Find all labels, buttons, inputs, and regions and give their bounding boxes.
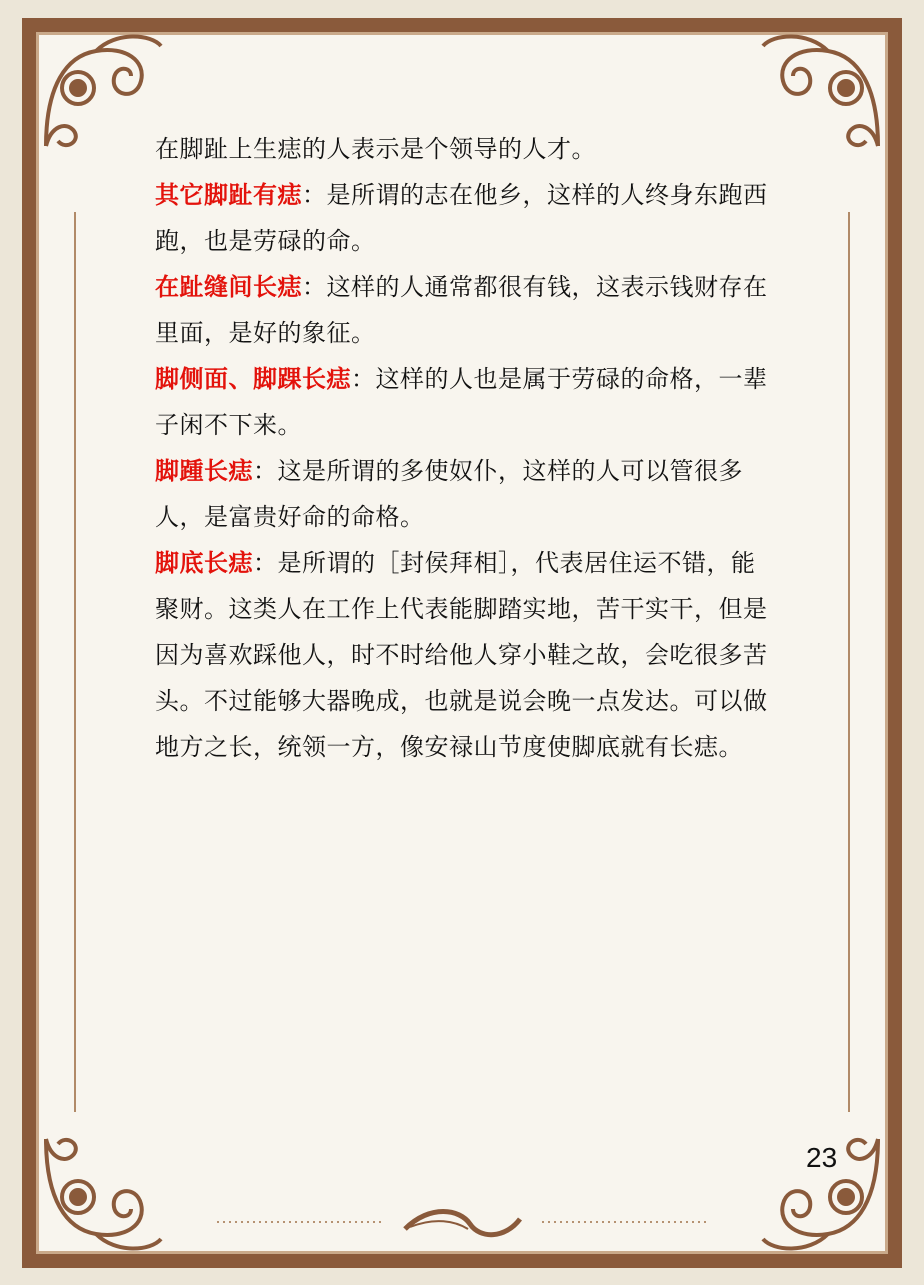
paragraph-heading: 脚底长痣 xyxy=(155,549,253,577)
flourish-icon xyxy=(400,1199,526,1245)
paragraph-text: ：这是所谓的多使奴仆，这样的人可以管很多人，是富贵好命的命格。 xyxy=(155,457,743,531)
corner-ornament-icon xyxy=(758,1119,898,1259)
paragraph xyxy=(155,540,775,770)
paragraph xyxy=(155,126,775,172)
paragraph-text: ：是所谓的志在他乡，这样的人终身东跑西跑，也是劳碌的命。 xyxy=(155,181,768,255)
dotted-divider-left xyxy=(215,1221,385,1223)
paragraph xyxy=(155,448,775,540)
paragraph-heading: 脚踵长痣 xyxy=(155,457,253,485)
paragraph-heading: 在趾缝间长痣 xyxy=(155,273,302,301)
corner-ornament-icon xyxy=(26,26,166,166)
paragraph xyxy=(155,356,775,448)
paragraph-heading: 其它脚趾有痣 xyxy=(155,181,302,209)
paragraph xyxy=(155,172,775,264)
paragraph xyxy=(155,264,775,356)
paragraph-text: ：是所谓的［封侯拜相］，代表居住运不错，能聚财。这类人在工作上代表能脚踏实地，苦干实干，但是因为喜欢踩他人，时不时给他人穿小鞋之故，会吃很多苦头。不过能够大器晚成，也就是说会晚一点发达。可以做地方之长，统领一方，像安禄山节度使脚底就有长痣。 xyxy=(155,549,768,761)
paragraph-text: ：这样的人通常都很有钱，这表示钱财存在里面，是好的象征。 xyxy=(155,273,768,347)
frame-inner-line-left xyxy=(74,212,76,1112)
paragraph-text: 在脚趾上生痣的人表示是个领导的人才。 xyxy=(155,135,596,163)
paragraph-heading: 脚侧面、脚踝长痣 xyxy=(155,365,351,393)
corner-ornament-icon xyxy=(758,26,898,166)
dotted-divider-right xyxy=(540,1221,710,1223)
page-number: 23 xyxy=(806,1142,838,1173)
article-body xyxy=(155,126,775,770)
paragraph-text: ：这样的人也是属于劳碌的命格，一辈子闲不下来。 xyxy=(155,365,768,439)
frame-inner-line-right xyxy=(848,212,850,1112)
corner-ornament-icon xyxy=(26,1119,166,1259)
